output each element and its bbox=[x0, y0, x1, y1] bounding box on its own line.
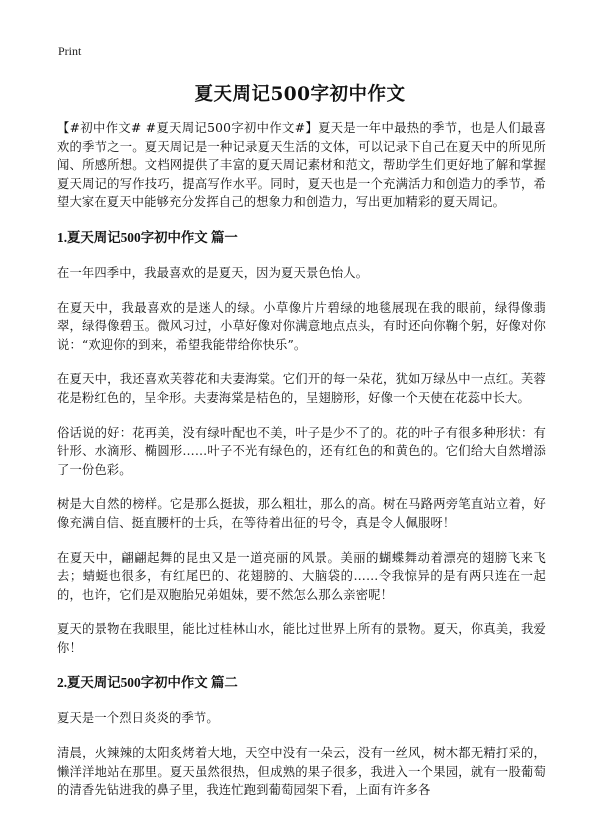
body-paragraph: 在夏天中，我还喜欢芙蓉花和夫妻海棠。它们开的每一朵花，犹如万绿丛中一点红。芙蓉花是粉红色的，呈伞形。夫妻海棠是桔色的，呈翅膀形，好像一个天使在花蕊中长大。 bbox=[57, 372, 546, 405]
body-paragraph: 树是大自然的榜样。它是那么挺拔，那么粗壮，那么的高。树在马路两旁笔直站立着，好像充满自信、挺直腰杆的士兵，在等待着出征的号令，真是令人佩服呀！ bbox=[57, 497, 546, 530]
section-heading: 1.夏天周记500字初中作文 篇一 bbox=[57, 229, 238, 245]
print-label: Print bbox=[58, 44, 82, 58]
body-paragraph: 在夏天中，我最喜欢的是迷人的绿。小草像片片碧绿的地毯展现在我的眼前，绿得像翡翠，绿得像碧玉。微风习过，小草好像对你满意地点点头，有时还向你鞠个躬，好像对你说：“欢迎你的到来，希望我能带给你快乐”。 bbox=[57, 300, 546, 352]
body-paragraph: 俗话说的好：花再美，没有绿叶配也不美，叶子是少不了的。花的叶子有很多种形状：有针形、水滴形、椭圆形……叶子不光有绿色的，还有红色的和黄色的。它们给大自然增添了一份色彩。 bbox=[57, 425, 546, 477]
body-paragraph: 夏天是一个烈日炎炎的季节。 bbox=[57, 711, 219, 726]
page-title: 夏天周记500字初中作文 bbox=[194, 84, 406, 105]
document-body bbox=[57, 119, 546, 816]
body-paragraph: 在一年四季中，我最喜欢的是夏天，因为夏天景色怡人。 bbox=[57, 265, 369, 280]
body-paragraph: 夏天的景物在我眼里，能比过桂林山水，能比过世界上所有的景物。夏天，你真美，我爱你！ bbox=[57, 622, 546, 655]
body-paragraph: 在夏天中，翩翩起舞的昆虫又是一道亮丽的风景。美丽的蝴蝶舞动着漂亮的翅膀飞来飞去；蜻蜓也很多，有红尾巴的、花翅膀的、大脑袋的……令我惊异的是有两只连在一起的，也许，它们是双胞胎兄弟姐妹，要不然怎么那么亲密呢！ bbox=[57, 550, 546, 602]
body-paragraph: 清晨，火辣辣的太阳炙烤着大地，天空中没有一朵云，没有一丝风，树木都无精打采的，懒洋洋地站在那里。夏天虽然很热，但成熟的果子很多，我进入一个果园，就有一股葡萄的清香先钻进我的鼻子里，我连忙跑到葡萄园架下看，上面有许多各 bbox=[57, 746, 546, 798]
intro-paragraph: 【#初中作文# #夏天周记500字初中作文#】夏天是一年中最热的季节，也是人们最喜欢的季节之一。夏天周记是一种记录夏天生活的文体，可以记录下自己在夏天中的所见所闻、所感所想。文档网提供了丰富的夏天周记素材和范文，帮助学生们更好地了解和掌握夏天周记的写作技巧，提高写作水平。同时，夏天也是一个充满活力和创造力的季节，希望大家在夏天中能够充分发挥自己的想象力和创造力，写出更加精彩的夏天周记。 bbox=[57, 121, 546, 210]
section-heading: 2.夏天周记500字初中作文 篇二 bbox=[57, 675, 238, 691]
